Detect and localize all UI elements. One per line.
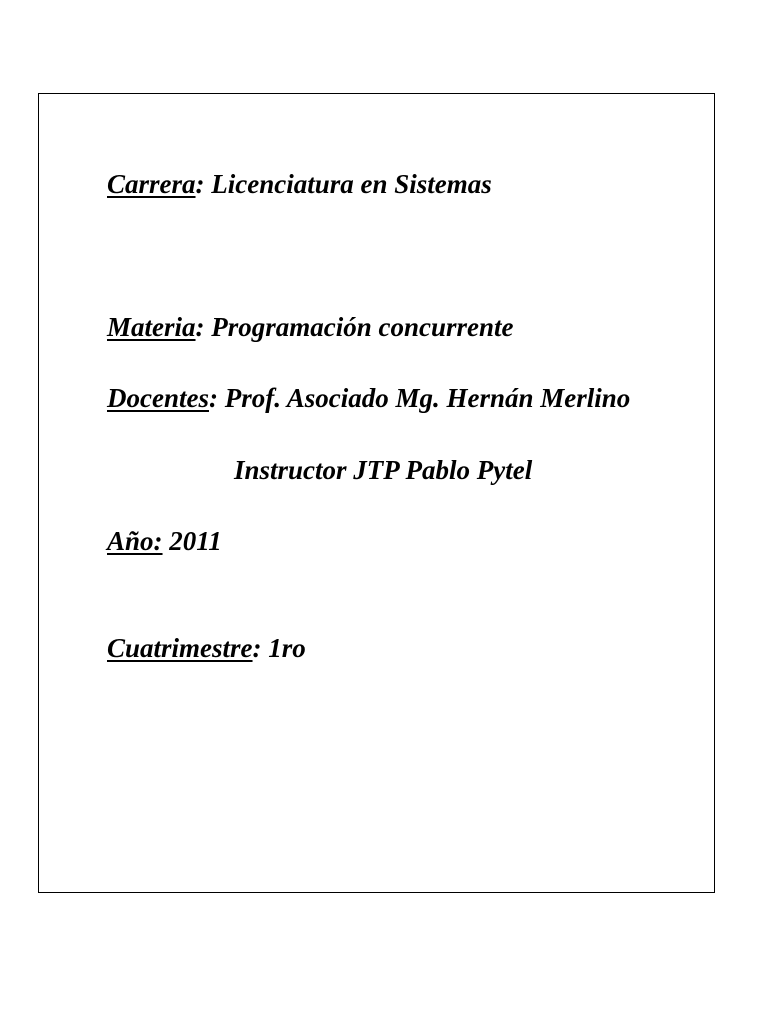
carrera-label: Carrera — [107, 169, 196, 199]
docentes-line — [107, 382, 630, 414]
docentes-label: Docentes — [107, 383, 209, 413]
anio-label: Año: — [107, 526, 163, 556]
cuatrimestre-separator: : — [252, 633, 262, 663]
docentes-instructor-value: Instructor JTP Pablo Pytel — [234, 455, 533, 485]
cuatrimestre-label: Cuatrimestre — [107, 633, 253, 663]
carrera-value: Licenciatura en Sistemas — [204, 169, 492, 199]
cuatrimestre-line — [107, 632, 306, 664]
anio-value: 2011 — [162, 526, 222, 556]
page-border-frame — [38, 93, 715, 893]
cuatrimestre-value: 1ro — [261, 633, 306, 663]
materia-line — [107, 311, 514, 343]
docentes-separator: : — [208, 383, 218, 413]
anio-line — [107, 525, 222, 557]
docentes-instructor-line — [234, 454, 532, 486]
materia-value: Programación concurrente — [204, 312, 514, 342]
carrera-separator: : — [195, 169, 205, 199]
carrera-line — [107, 168, 492, 200]
materia-separator: : — [195, 312, 205, 342]
docentes-value: Prof. Asociado Mg. Hernán Merlino — [217, 383, 631, 413]
materia-label: Materia — [107, 312, 196, 342]
